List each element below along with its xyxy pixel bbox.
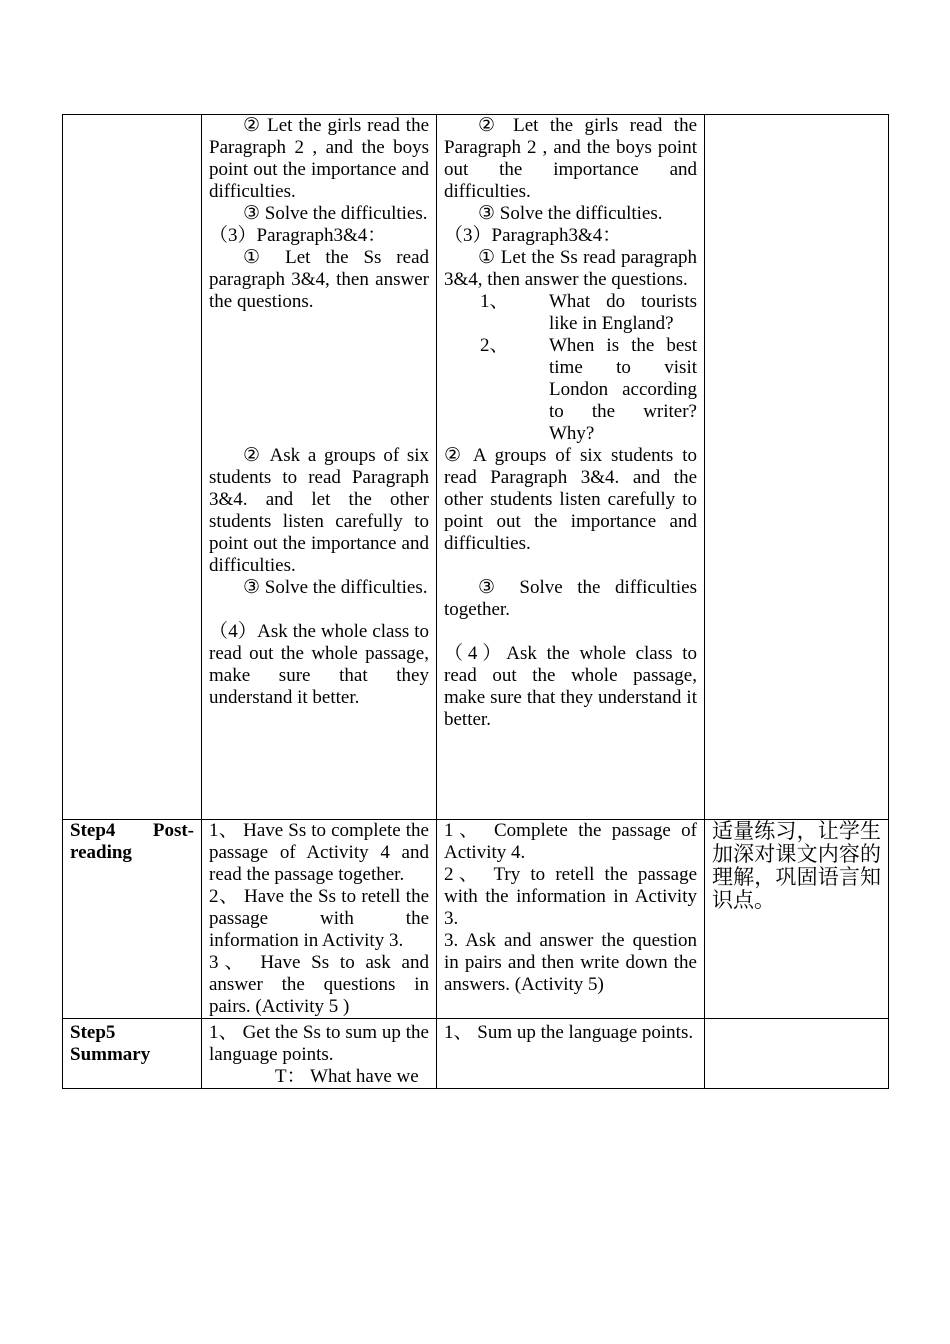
list-item: 3. Ask and answer the question in pairs and then write down the answers. (Activity 5) [444,930,697,995]
list-item: 2、 Try to retell the passage with the information in Activity 3. [444,864,697,929]
cell-r1-student-activity [437,115,705,820]
spacer [444,555,697,577]
cell-step5-teacher-activity [202,1019,437,1089]
cell-step4-design-intent: 适量练习，让学生加深对课文内容的理解，巩固语言知识点。 [705,820,889,1019]
paragraph-girls-read: ② Let the girls read the Paragraph 2 , and the boys point out the importance and difficulties. [444,115,697,202]
spacer [444,621,697,643]
cell-step5-label: Step5 Summary [63,1019,202,1089]
cell-step4-teacher-activity [202,820,437,1019]
table-row-step4-post-reading [63,820,889,1019]
question-text: When is the best time to visit London according to the writer? Why? [549,335,697,444]
paragraph-group-read: ② A groups of six students to read Paragraph 3&4. and the other students listen carefully to point out the importance and difficulties. [444,445,697,554]
list-item: 1、 Sum up the language points. [444,1022,694,1043]
question-number: 2、 [480,335,509,356]
paragraph-ss-read: ① Let the Ss read paragraph 3&4, then answer the questions. [444,247,697,290]
teacher-question-line: T： What have we [275,1066,419,1087]
paragraph-girls-read: ② Let the girls read the Paragraph 2 , and the boys point out the importance and difficulties. [209,115,429,202]
cell-step5-student-activity [437,1019,705,1089]
list-item: 2、 Have the Ss to retell the passage with the information in Activity 3. [209,886,429,951]
list-item: 1、 Have Ss to complete the passage of Activity 4 and read the passage together. [209,820,429,885]
cell-r1-step-empty [63,115,202,820]
paragraph-whole-class: （4）Ask the whole class to read out the whole passage, make sure that they understand it better. [444,643,697,730]
list-item: 1、 Get the Ss to sum up the language points. [209,1022,429,1065]
table-row-while-reading-continued [63,115,889,820]
paragraph-heading-para34: （3）Paragraph3&4： [444,225,622,246]
spacer [209,599,429,621]
paragraph-whole-class: （4）Ask the whole class to read out the whole passage, make sure that they understand it better. [209,621,429,708]
paragraph-solve-difficulties: ③ Solve the difficulties. [478,203,663,224]
table-row-step5-summary [63,1019,889,1089]
paragraph-solve-difficulties-2: ③ Solve the difficulties. [243,577,428,598]
lesson-plan-table [62,114,889,1089]
question-item [480,291,697,335]
cell-step4-label: Step4 Post-reading [63,820,202,1019]
question-text: What do tourists like in England? [549,291,697,334]
spacer [209,313,429,445]
paragraph-solve-together: ③ Solve the difficulties together. [444,577,697,620]
cell-r1-teacher-activity [202,115,437,820]
list-item: 1、 Complete the passage of Activity 4. [444,820,697,863]
list-item: 3、 Have Ss to ask and answer the questions in pairs. (Activity 5 ) [209,952,429,1017]
paragraph-heading-para34: （3）Paragraph3&4： [209,225,387,246]
paragraph-ss-read: ① Let the Ss read paragraph 3&4, then answer the questions. [209,247,429,312]
cell-step5-design-intent-empty [705,1019,889,1089]
paragraph-group-read: ② Ask a groups of six students to read Paragraph 3&4. and let the other students listen carefully to point out the importance and difficulties. [209,445,429,576]
cell-step4-student-activity [437,820,705,1019]
paragraph-solve-difficulties: ③ Solve the difficulties. [243,203,428,224]
question-number: 1、 [480,291,509,312]
cell-r1-design-intent-empty [705,115,889,820]
question-item [480,335,697,445]
